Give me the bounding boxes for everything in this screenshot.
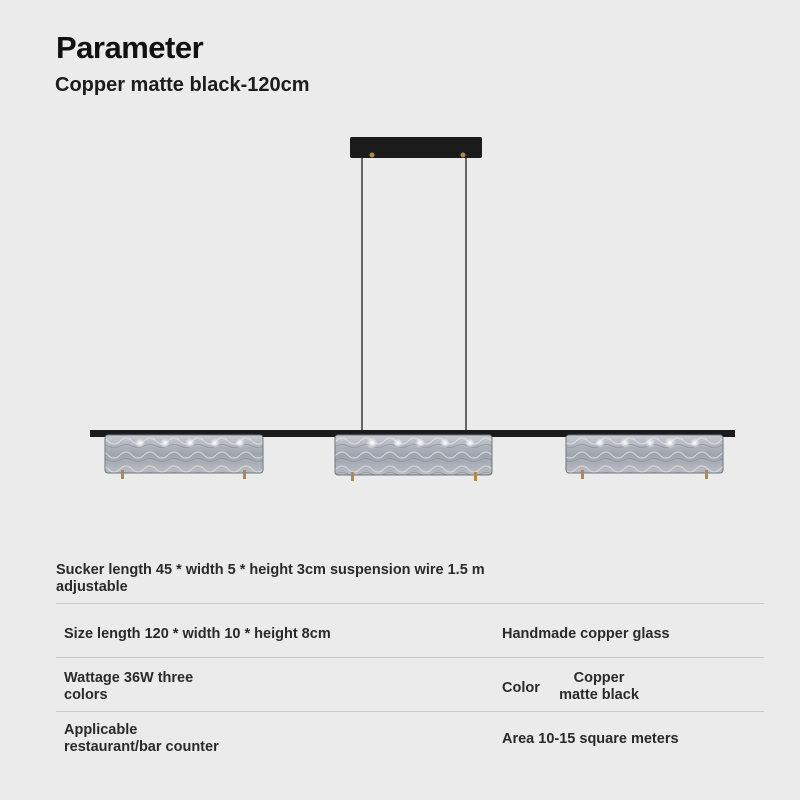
spec-text: Sucker length 45 * width 5 * height 3cm suspension wire 1.5 m [56, 562, 485, 578]
spec-text: restaurant/bar counter [64, 739, 219, 755]
spec-text: colors [64, 687, 108, 703]
spec-color-value [544, 670, 654, 704]
spec-area: Area 10-15 square meters [502, 731, 679, 747]
glass-shade-left [105, 435, 263, 479]
table-divider [56, 603, 764, 604]
spec-material: Handmade copper glass [502, 626, 670, 642]
spec-row-wattage [56, 670, 764, 710]
spec-color-label: Color [502, 680, 540, 696]
spec-application [64, 722, 219, 756]
spec-text: adjustable [56, 579, 128, 595]
spec-text: Copper [573, 670, 625, 686]
canopy-screw [370, 153, 375, 158]
canopy-screw [461, 153, 466, 158]
spec-row-size [56, 626, 764, 646]
spec-text: matte black [559, 687, 639, 703]
glass-shade-center [335, 435, 492, 481]
glass-shade-right [566, 435, 723, 479]
table-divider [56, 711, 764, 712]
spec-text: Applicable [64, 722, 138, 738]
spec-size: Size length 120 * width 10 * height 8cm [64, 626, 331, 642]
product-variant-subtitle: Copper matte black-120cm [55, 74, 310, 96]
spec-wattage [64, 670, 193, 704]
spec-row-suspension [56, 562, 764, 596]
spec-row-application [56, 722, 764, 762]
spec-text: Wattage 36W three [64, 670, 194, 686]
table-divider [56, 657, 764, 658]
page-title: Parameter [56, 30, 204, 65]
